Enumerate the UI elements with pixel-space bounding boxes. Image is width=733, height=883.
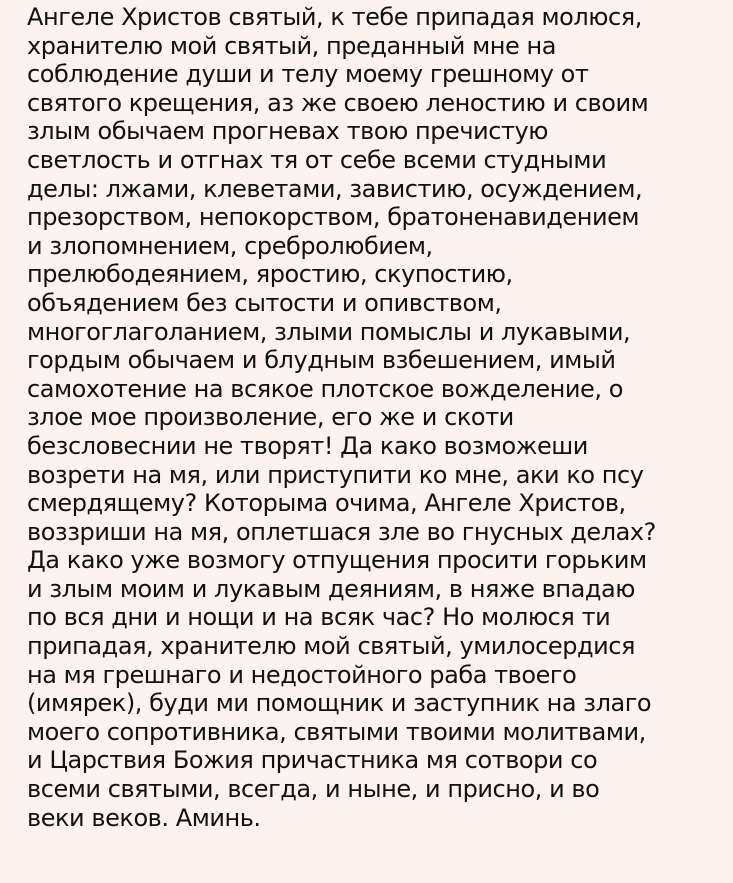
prayer-line-29: веки веков. Аминь. <box>27 803 261 832</box>
prayer-line-16: безсловеснии не творят! Да како возможеши <box>27 431 588 460</box>
prayer-line-26: моего сопротивника, святыми твоими молитвами, <box>27 717 646 746</box>
prayer-line-28: всеми святыми, всегда, и ныне, и присно, и во <box>27 775 600 804</box>
prayer-line-23: припадая, хранителю мой святый, умилосердися <box>27 632 635 661</box>
prayer-line-6: светлость и отгнах тя от себе всеми студными <box>27 145 607 174</box>
prayer-line-9: и злопомнением, сребролюбием, <box>27 231 433 260</box>
prayer-line-2: хранителю мой святый, преданный мне на <box>27 31 556 60</box>
prayer-text <box>27 3 725 832</box>
prayer-line-22: по вся дни и нощи и на всяк час? Но молюся ти <box>27 603 611 632</box>
prayer-line-21: и злым моим и лукавым деяниям, в няже впадаю <box>27 574 635 603</box>
prayer-line-15: злое мое произволение, его же и скоти <box>27 403 514 432</box>
prayer-line-14: самохотение на всякое плотское вожделение, о <box>27 374 623 403</box>
prayer-line-8: презорством, непокорством, братоненавидением <box>27 203 640 232</box>
prayer-line-20: Да како уже возмогу отпущения просити горьким <box>27 546 647 575</box>
prayer-line-24: на мя грешнаго и недостойного раба твоего <box>27 660 577 689</box>
prayer-line-7: делы: лжами, клеветами, завистию, осуждением, <box>27 174 643 203</box>
prayer-line-17: возрети на мя, или приступити ко мне, аки ко псу <box>27 460 644 489</box>
prayer-line-12: многоглаголанием, злыми помыслы и лукавыми, <box>27 317 631 346</box>
prayer-line-13: гордым обычаем и блудным взбешением, имый <box>27 346 616 375</box>
prayer-line-19: воззриши на мя, оплетшася зле во гнусных делах? <box>27 517 656 546</box>
prayer-line-27: и Царствия Божия причастника мя сотвори со <box>27 746 598 775</box>
prayer-line-3: соблюдение души и телу моему грешному от <box>27 60 589 89</box>
prayer-line-18: смердящему? Которыма очима, Ангеле Христов, <box>27 489 626 518</box>
prayer-line-5: злым обычаем прогневах твою пречистую <box>27 117 549 146</box>
prayer-line-25: (имярек), буди ми помощник и заступник на злаго <box>27 689 652 718</box>
prayer-line-11: объядением без сытости и опивством, <box>27 288 502 317</box>
prayer-line-10: прелюбодеянием, яростию, скупостию, <box>27 260 513 289</box>
prayer-line-4: святого крещения, аз же своею леностию и своим <box>27 88 649 117</box>
prayer-line-1: Ангеле Христов святый, к тебе припадая молюся, <box>27 3 642 31</box>
